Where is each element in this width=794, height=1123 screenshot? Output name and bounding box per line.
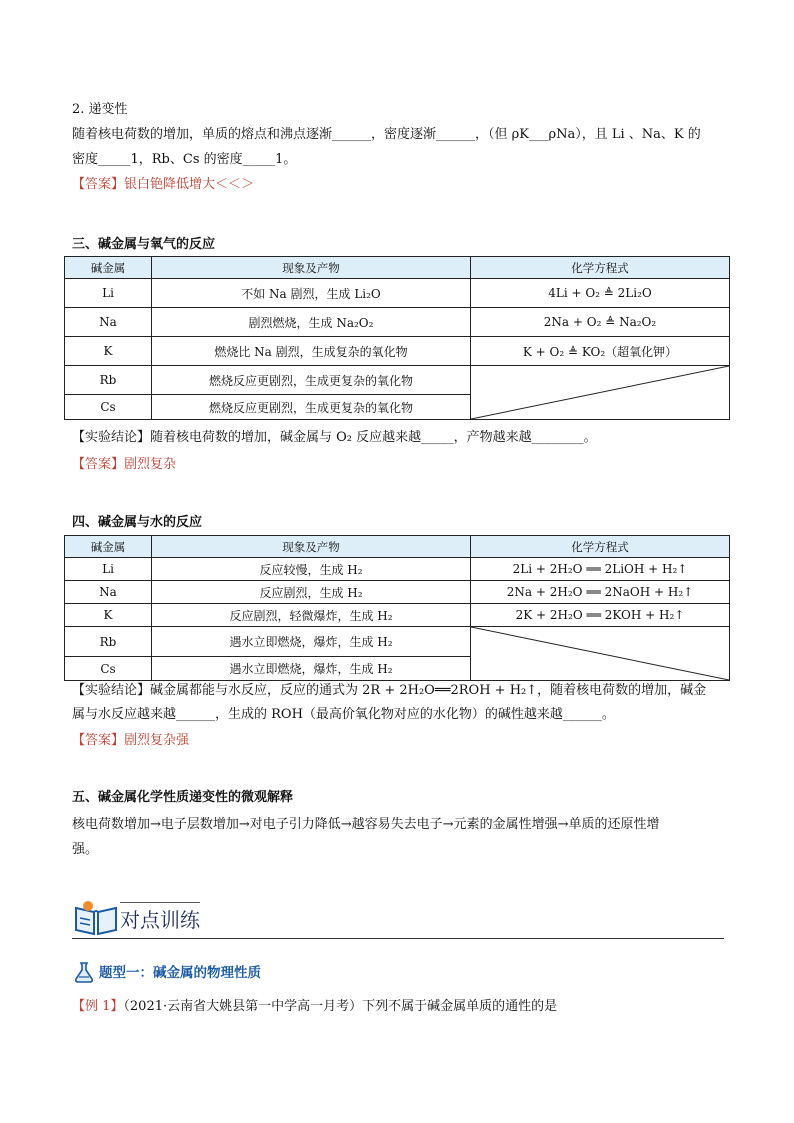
- example-tag: 【例 1】: [72, 999, 124, 1014]
- oxygen-header-equation: 化学方程式: [471, 257, 730, 279]
- table-row: [65, 366, 730, 395]
- metal-cell: Rb: [65, 366, 152, 395]
- metal-cell: K: [65, 604, 152, 627]
- equation-cell: 2Na + 2H₂O ══ 2NaOH + H₂↑: [471, 581, 730, 604]
- water-table: [64, 535, 730, 681]
- example-1: [72, 997, 724, 1017]
- equation-cell: K + O₂ ≜ KO₂（超氧化钾）: [471, 337, 730, 366]
- oxygen-heading: 三、碱金属与氧气的反应: [72, 237, 216, 252]
- water-header-equation: 化学方程式: [471, 536, 730, 558]
- oxygen-table: [64, 256, 730, 420]
- oxygen-header-phenomenon: 现象及产物: [152, 257, 471, 279]
- phenomenon-cell: 不如 Na 剧烈，生成 Li₂O: [152, 279, 471, 308]
- metal-cell: Li: [65, 558, 152, 581]
- answer-tag: 【答案】: [72, 457, 125, 472]
- phenomenon-cell: 反应剧烈，生成 H₂: [152, 581, 471, 604]
- water-answer: [72, 731, 724, 751]
- metal-cell: K: [65, 337, 152, 366]
- phenomenon-cell: 遇水立即燃烧，爆炸，生成 H₂: [152, 627, 471, 657]
- diagonal-empty-cell: [471, 366, 730, 420]
- oxygen-header-metal: 碱金属: [65, 257, 152, 279]
- table-row: [65, 308, 730, 337]
- table-row: [65, 581, 730, 604]
- training-title: 对点训练: [120, 908, 200, 932]
- answer-tag: 【答案】: [72, 733, 125, 748]
- metal-cell: Li: [65, 279, 152, 308]
- phenomenon-cell: 燃烧反应更剧烈，生成更复杂的氧化物: [152, 395, 471, 420]
- water-header-metal: 碱金属: [65, 536, 152, 558]
- phenomenon-cell: 燃烧反应更剧烈，生成更复杂的氧化物: [152, 366, 471, 395]
- oxygen-answer: [72, 455, 724, 475]
- flask-icon: [72, 960, 96, 984]
- section-divider: [72, 938, 724, 939]
- diagonal-line: [471, 627, 729, 680]
- equation-cell: 2Na + O₂ ≜ Na₂O₂: [471, 308, 730, 337]
- example-text: （2021·云南省大姚县第一中学高一月考）下列不属于碱金属单质的通性的是: [123, 999, 558, 1014]
- micro-line-2: 强。: [72, 842, 99, 857]
- metal-cell: Na: [65, 581, 152, 604]
- table-row: [65, 627, 730, 657]
- section2-answer: [72, 175, 724, 195]
- table-row: [65, 279, 730, 308]
- micro-heading: 五、碱金属化学性质递变性的微观解释: [72, 790, 294, 805]
- water-heading: 四、碱金属与水的反应: [72, 515, 203, 530]
- table-row: [65, 604, 730, 627]
- phenomenon-cell: 剧烈燃烧，生成 Na₂O₂: [152, 308, 471, 337]
- metal-cell: Cs: [65, 395, 152, 420]
- phenomenon-cell: 燃烧比 Na 剧烈，生成复杂的氧化物: [152, 337, 471, 366]
- water-header-phenomenon: 现象及产物: [152, 536, 471, 558]
- table-row: [65, 337, 730, 366]
- answer-text: 剧烈复杂: [124, 457, 177, 472]
- section2-title: 2. 递变性: [72, 102, 128, 117]
- equation-cell: 4Li + O₂ ≜ 2Li₂O: [471, 279, 730, 308]
- phenomenon-cell: 遇水立即燃烧，爆炸，生成 H₂: [152, 657, 471, 681]
- answer-text: 银白铯降低增大＜＜＞: [124, 177, 255, 192]
- title-overline: [120, 902, 200, 903]
- section2-para2: 密度_____1，Rb、Cs 的密度_____1。: [72, 152, 297, 167]
- phenomenon-cell: 反应较慢，生成 H₂: [152, 558, 471, 581]
- answer-text: 剧烈复杂强: [124, 733, 190, 748]
- table-row: [65, 558, 730, 581]
- water-conclusion-2: 属与水反应越来越______，生成的 ROH（最高价氧化物对应的水化物）的碱性越来越______。: [72, 707, 615, 722]
- equation-cell: 2K + 2H₂O ══ 2KOH + H₂↑: [471, 604, 730, 627]
- diagonal-line: [471, 366, 729, 419]
- type-title: 题型一：碱金属的物理性质: [99, 965, 261, 981]
- diagonal-empty-cell: [471, 627, 730, 681]
- metal-cell: Na: [65, 308, 152, 337]
- phenomenon-cell: 反应剧烈，轻微爆炸，生成 H₂: [152, 604, 471, 627]
- micro-line-1: 核电荷数增加→电子层数增加→对电子引力降低→越容易失去电子→元素的金属性增强→单质的还原性增: [72, 817, 660, 832]
- answer-tag: 【答案】: [72, 177, 125, 192]
- oxygen-conclusion: 【实验结论】随着核电荷数的增加，碱金属与 O₂ 反应越来越_____，产物越来越________。: [72, 430, 597, 445]
- water-conclusion-1: 【实验结论】碱金属都能与水反应，反应的通式为 2R + 2H₂O══2ROH + H₂↑，随着核电荷数的增加，碱金: [72, 683, 707, 698]
- equation-cell: 2Li + 2H₂O ══ 2LiOH + H₂↑: [471, 558, 730, 581]
- metal-cell: Rb: [65, 627, 152, 657]
- metal-cell: Cs: [65, 657, 152, 681]
- book-icon: [72, 898, 120, 938]
- section2-para1: 随着核电荷数的增加，单质的熔点和沸点逐渐______，密度逐渐______，（但 ρK___ρNa），且 Li 、Na、K 的: [72, 127, 701, 142]
